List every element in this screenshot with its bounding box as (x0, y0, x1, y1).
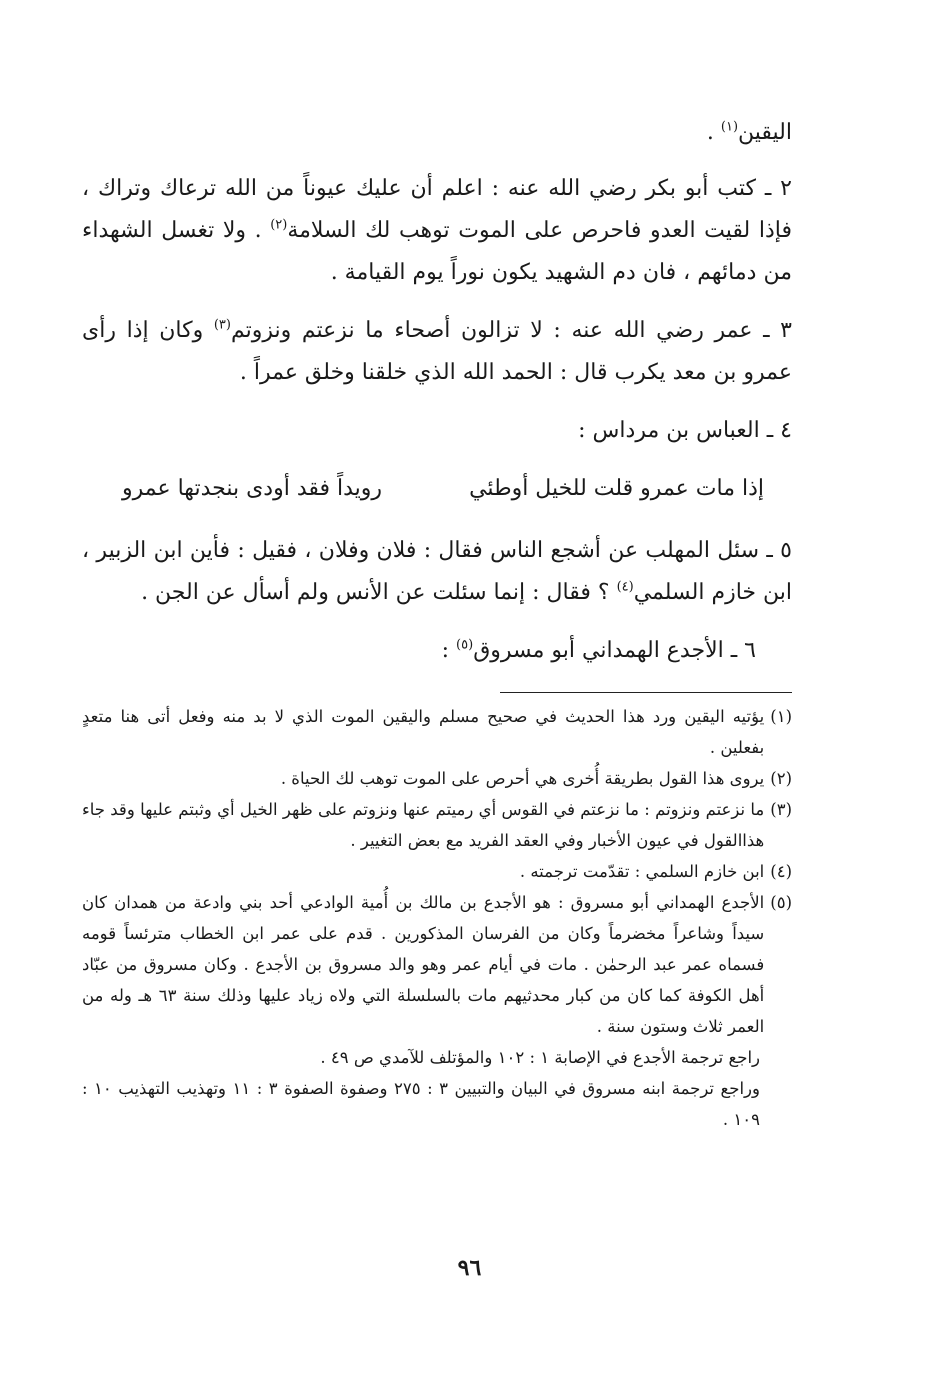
footnotes (82, 701, 792, 1135)
paragraph-text: ٤ ـ العباس بن مرداس : (578, 418, 792, 443)
page-content (82, 112, 792, 1135)
footnote-5 (82, 887, 792, 1042)
footnote-separator (500, 692, 792, 693)
footnote-text: ابن خازم السلمي : تقدّمت ترجمته . (519, 862, 765, 881)
footnote-number: (٤) (770, 862, 792, 881)
footnote-2 (82, 763, 792, 794)
paragraph-text: ٦ ـ الأجدع الهمداني أبو مسروق (473, 638, 756, 663)
paragraph-tail: . (706, 120, 721, 145)
verse-first-hemistich: إذا مات عمرو قلت للخيل أوطئي (469, 476, 764, 501)
paragraph-6 (82, 630, 792, 672)
main-text (82, 112, 792, 672)
footnote-marker: (٣) (213, 317, 231, 333)
footnote-number: (٥) (770, 893, 792, 912)
paragraph-3 (82, 310, 792, 394)
footnote-text: يروى هذا القول بطريقة أُخرى هي أحرص على الموت توهب لك الحياة . (280, 769, 765, 788)
poem-verse (82, 468, 792, 510)
footnote-text: ما نزعتم ونزوتم : ما نزعتم في القوس أي رميتم عنها ونزوتم على ظهر الخيل أي وثبتم عليها وقد جاء هذاالقول في عيون الأخبار وفي العقد الفريد مع بعض التغيير . (82, 800, 765, 850)
footnote-marker: (١) (720, 119, 739, 135)
paragraph-5 (82, 530, 792, 614)
paragraph-1 (82, 112, 792, 154)
footnote-number: (٢) (770, 769, 792, 788)
reference-line: وراجع ترجمة ابنه مسروق في البيان والتبيين ٣ : ٢٧٥ وصفوة الصفوة ٣ : ١١ وتهذيب التهذيب ١٠ : ١٠٩ . (82, 1079, 760, 1129)
paragraph-tail: ؟ فقال : إنما سئلت عن الأنس ولم أسأل عن الجن . (141, 580, 617, 605)
footnote-text: الأجدع الهمداني أبو مسروق : هو الأجدع بن مالك بن أُمية الوادعي أحد بني وادعة من همدان كان سيداً وشاعراً مخضرماً وكان من الفرسان المذكورين . قدم على عمر ابن الخطاب مترئساً قومه فسماه عمر عبد الرحمٰن . مات في أيام عمر وهو والد مسروق بن الأجدع . وكان مسروق من عبّاد أهل الكوفة كما كان من كبار محدثيهم مات بالسلسلة التي ولاه زياد عليها وذلك سنة ٦٣ هـ وله من العمر ثلاث وستون سنة . (82, 893, 765, 1036)
reference-line: راجع ترجمة الأجدع في الإصابة ١ : ١٠٢ والمؤتلف للآمدي ص ٤٩ . (320, 1048, 760, 1067)
paragraph-2 (82, 168, 792, 294)
footnote-1 (82, 701, 792, 763)
footnote-marker: (٢) (270, 217, 288, 233)
paragraph-text: اليقين (738, 120, 792, 145)
paragraph-tail: . ولا تغسل الشهداء من دمائهم ، فان دم الشهيد يكون نوراً يوم القيامة . (82, 218, 792, 285)
footnote-4 (82, 856, 792, 887)
page-number: ٩٦ (457, 1255, 482, 1281)
paragraph-text: ٢ ـ كتب أبو بكر رضي الله عنه : اعلم أن عليك عيوناً من الله ترعاك وتراك ، فإذا لقيت العدو فاحرص على الموت توهب لك السلامة (82, 176, 792, 243)
verse-second-hemistich: رويداً فقد أودى بنجدتها عمرو (122, 476, 383, 501)
footnote-marker: (٤) (616, 579, 634, 595)
paragraph-text: ٥ ـ سئل المهلب عن أشجع الناس فقال : فلان وفلان ، فقيل : فأين ابن الزبير ، ابن خازم السلمي (82, 538, 792, 605)
footnote-number: (٣) (770, 800, 792, 819)
footnote-text: يؤتيه اليقين ورد هذا الحديث في صحيح مسلم واليقين الموت الذي لا بد منه وفعل أتى هنا متعدٍ بفعلين . (82, 707, 765, 757)
paragraph-4 (82, 410, 792, 452)
paragraph-tail: وكان إذا رأى عمرو بن معد يكرب قال : الحمد الله الذي خلقنا وخلق عمراً . (82, 318, 792, 385)
footnote-number: (١) (770, 707, 792, 726)
footnote-3 (82, 794, 792, 856)
paragraph-tail: : (441, 638, 457, 663)
paragraph-text: ٣ ـ عمر رضي الله عنه : لا تزالون أصحاء ما نزعتم ونزوتم (230, 318, 792, 343)
footnote-marker: (٥) (456, 637, 474, 653)
